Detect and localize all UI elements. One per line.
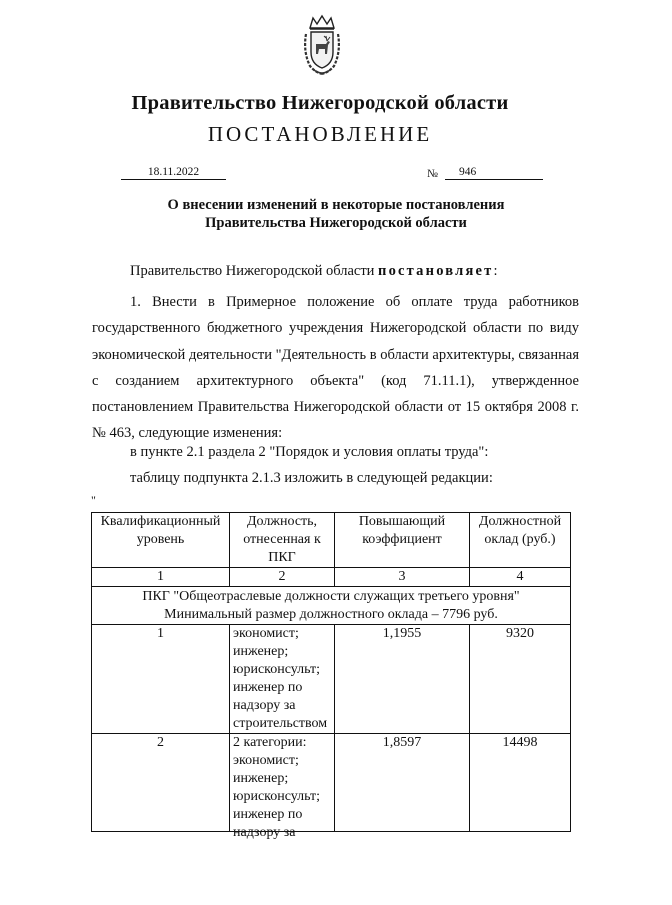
- document-subject: [0, 196, 672, 232]
- positions-list: [233, 734, 331, 840]
- subject-line-2: Правительства Нижегородской области: [205, 215, 467, 231]
- row-positions: [230, 625, 335, 734]
- row-salary: 14498: [470, 734, 571, 832]
- government-title: Правительство Нижегородской области: [131, 92, 509, 114]
- document-number: 946: [459, 166, 477, 178]
- resolution-intro: [130, 263, 590, 280]
- table-row: [92, 625, 571, 734]
- header-level: Квалификационный уровень: [92, 513, 230, 568]
- resolves-word: постановляет: [378, 263, 494, 279]
- position-item: инженер по надзору за строительством: [233, 680, 328, 731]
- position-item: юрисконсульт;: [233, 662, 321, 677]
- table-header-row: [92, 513, 571, 568]
- position-item: экономист;: [233, 626, 299, 641]
- col-number: 4: [470, 568, 571, 587]
- intro-text: Правительство Нижегородской области: [130, 263, 375, 279]
- subject-line-1: О внесении изменений в некоторые постановления: [167, 197, 505, 213]
- document-number-field: [445, 166, 543, 180]
- col-number: 3: [335, 568, 470, 587]
- coat-of-arms-icon: [302, 14, 342, 76]
- row-coefficient: 1,8597: [335, 734, 470, 832]
- clause-1-sub-1: в пункте 2.1 раздела 2 "Порядок и условия оплаты труда":: [130, 444, 489, 460]
- clause-1: 1. Внести в Примерное положение об оплате труда работников государственного бюджетного учреждения Нижегородской области по виду экономической деятельности "Деятельность в области архитектуры, связанная с созданием архитектурного объекта" (код 71.11.1), утвержденное постановлением Правительства Нижегородской области от 15 октября 2008 г. № 463, следующие изменения:: [92, 294, 579, 442]
- document-type: ПОСТАНОВЛЕНИЕ: [207, 122, 433, 146]
- row-positions: [230, 734, 335, 840]
- document-date: 18.11.2022: [121, 166, 226, 180]
- qualification-group: [92, 587, 571, 625]
- row-level: 1: [92, 625, 230, 734]
- intro-colon: :: [493, 263, 498, 279]
- position-item: инженер;: [233, 644, 289, 659]
- position-item: экономист;: [233, 753, 299, 768]
- position-item: юрисконсульт;: [233, 789, 321, 804]
- group-min-salary: Минимальный размер должностного оклада – 7796 руб.: [164, 607, 498, 622]
- column-number-row: [92, 568, 571, 587]
- col-number: 1: [92, 568, 230, 587]
- clause-1-sub-2: таблицу подпункта 2.1.3 изложить в следующей редакции:: [130, 470, 493, 486]
- header-coefficient: Повышающий коэффициент: [335, 513, 470, 568]
- row-coefficient: 1,1955: [335, 625, 470, 734]
- col-number: 2: [230, 568, 335, 587]
- table-row: [92, 734, 571, 832]
- position-item: инженер по надзору за: [233, 807, 303, 840]
- row-level: 2: [92, 734, 230, 832]
- header-position: Должность, отнесенная к ПКГ: [230, 513, 335, 568]
- group-row: [92, 587, 571, 625]
- group-title: ПКГ "Общеотраслевые должности служащих третьего уровня": [142, 589, 520, 604]
- row-salary: 9320: [470, 625, 571, 734]
- salary-table: [91, 512, 571, 840]
- number-label: №: [427, 168, 438, 180]
- position-item: 2 категории:: [233, 735, 307, 750]
- position-item: инженер;: [233, 771, 289, 786]
- opening-quote: ": [91, 493, 96, 507]
- header-salary: Должностной оклад (руб.): [470, 513, 571, 568]
